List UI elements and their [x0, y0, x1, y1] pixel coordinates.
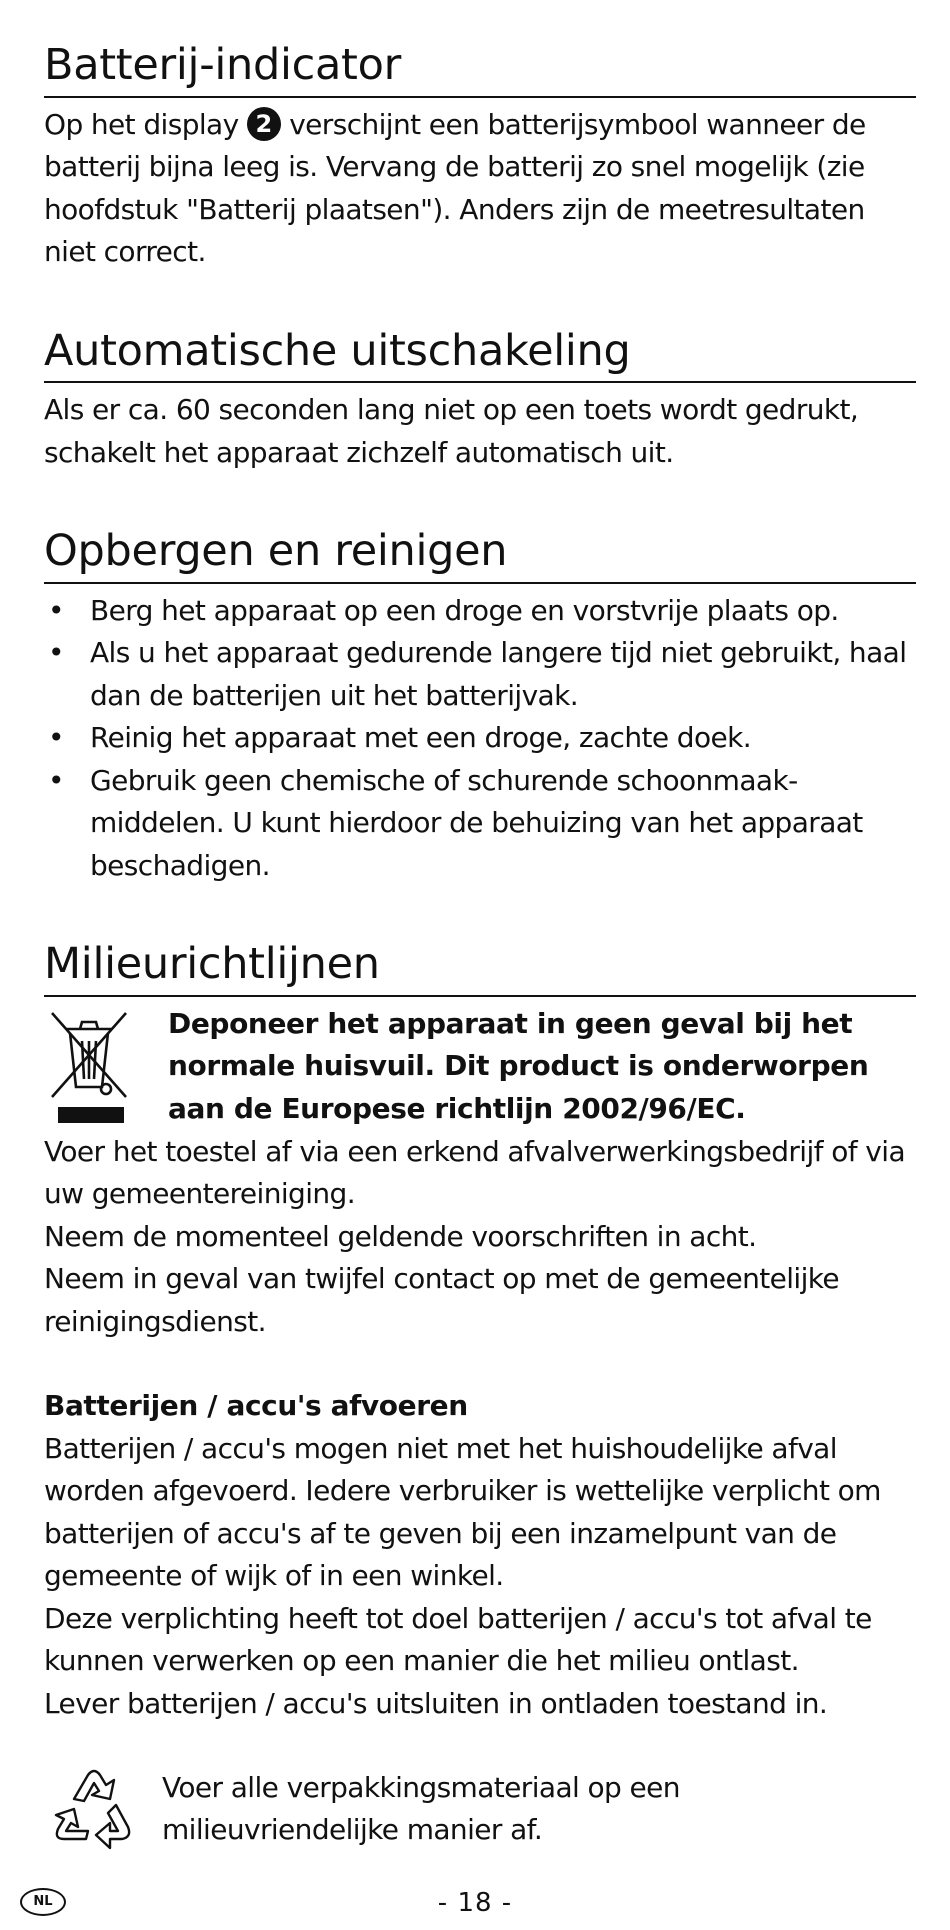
language-badge: NL [20, 1888, 66, 1916]
battery-indicator-text: Op het display 2 verschijnt een batterijsymbool wanneer de batterij bijna leeg is. Vervang de batterij zo snel mogelijk (zie hoofdstuk "Batterij plaatsen"). Anders zijn de meetresultaten niet correct. [44, 107, 866, 269]
environment-paragraph: Neem de momenteel geldende voorschriften in acht. [44, 1219, 757, 1253]
heading-storage-cleaning: Opbergen en reinigen [44, 526, 916, 584]
section-battery-disposal [44, 1385, 916, 1725]
list-item: • Berg het apparaat op een droge en vorstvrije plaats op. [44, 590, 916, 633]
page-footer [0, 1888, 950, 1924]
heading-battery-indicator: Batterij-indicator [44, 40, 916, 98]
heading-battery-disposal: Batterijen / accu's afvoeren [44, 1389, 468, 1423]
manual-page [44, 40, 916, 1859]
environment-paragraph: Voer het toestel af via een erkend afvalverwerkingsbedrijf of via uw gemeentereiniging. [44, 1134, 906, 1211]
section-environment [44, 939, 916, 1343]
weee-notice [44, 1003, 916, 1131]
section-storage-cleaning [44, 526, 916, 887]
environment-paragraph: Neem in geval van twijfel contact op met de gemeentelijke reinigingsdienst. [44, 1262, 840, 1338]
packaging-notice [44, 1759, 916, 1859]
battery-disposal-paragraph: Lever batterijen / accu's uitsluiten in ontladen toestand in. [44, 1686, 828, 1720]
weee-notice-text: Deponeer het apparaat in geen geval bij het normale huisvuil. Dit product is onderworpen aan de Europese richtlijn 2002/96/EC. [168, 1006, 869, 1125]
battery-disposal-paragraph: Batterijen / accu's mogen niet met het huishoudelijke afval worden afgevoerd. Iedere verbruiker is wettelijke verplicht om batterijen of accu's af te geven bij een inzamelpunt van de gemeente of wijk of in een winkel. [44, 1431, 881, 1593]
section-battery-indicator [44, 40, 916, 274]
page-number: - 18 - [437, 1888, 513, 1918]
heading-environment: Milieurichtlijnen [44, 939, 916, 997]
battery-disposal-paragraph: Deze verplichting heeft tot doel batterijen / accu's tot afval te kunnen verwerken op een manier die het milieu ontlast. [44, 1601, 872, 1678]
auto-off-text: Als er ca. 60 seconden lang niet op een toets wordt gedrukt, schakelt het apparaat zichzelf automatisch uit. [44, 393, 859, 469]
storage-list [44, 590, 916, 888]
section-auto-off [44, 326, 916, 475]
heading-auto-off: Automatische uitschakeling [44, 326, 916, 384]
callout-number-marker: 2 [247, 107, 281, 141]
list-item: • Als u het apparaat gedurende langere tijd niet gebruikt, haal dan de batterijen uit het batterijvak. [44, 632, 916, 717]
list-item: • Reinig het apparaat met een droge, zachte doek. [44, 717, 916, 760]
crossed-bin-icon [44, 1003, 168, 1131]
packaging-text: Voer alle verpakkingsmateriaal op een milieuvriendelijke manier af. [162, 1770, 680, 1847]
list-item: • Gebruik geen chemische of schurende schoonmaak-middelen. U kunt hierdoor de behuizing van het apparaat beschadigen. [44, 760, 916, 888]
recycle-icon [44, 1759, 162, 1859]
